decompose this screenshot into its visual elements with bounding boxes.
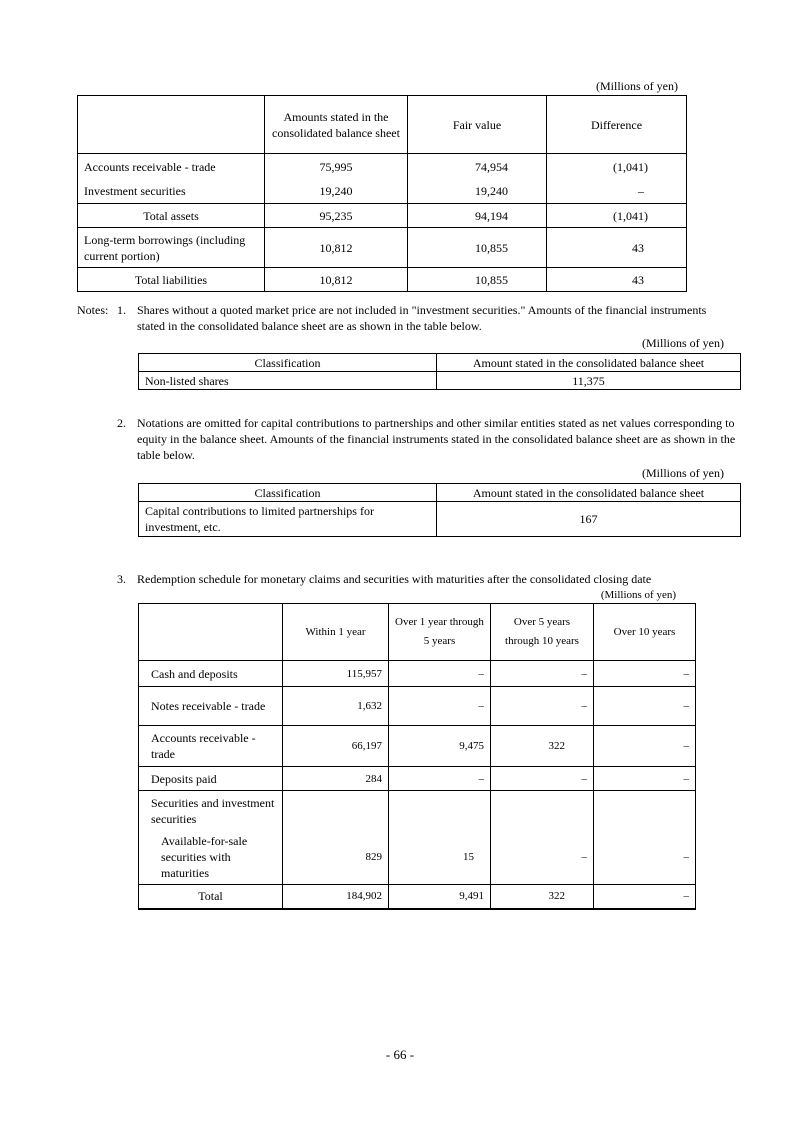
note2-number: 2. <box>117 416 126 430</box>
note2-header-amount: Amount stated in the consolidated balance sheet <box>437 484 741 502</box>
row-fair: 10,855 <box>408 228 547 268</box>
table-row <box>139 502 741 537</box>
table-row <box>139 372 741 390</box>
table-row <box>78 180 687 204</box>
row-value: – <box>594 831 696 885</box>
row-diff: 43 <box>547 268 687 292</box>
row-label: Deposits paid <box>139 767 283 791</box>
row-value: 115,957 <box>283 661 389 687</box>
row-label: Securities and investment securities <box>139 791 283 831</box>
note1-row-value: 11,375 <box>437 372 741 390</box>
row-value: – <box>594 885 696 909</box>
note2-text: Notations are omitted for capital contributions to partnerships and other similar entities stated as net values corresponding to equity in the balance sheet. Amounts of the financial instruments stated in the consolidated balance sheet are as shown in the table below. <box>137 416 736 462</box>
row-value: – <box>389 661 491 687</box>
table-header-row <box>139 604 696 661</box>
header-blank <box>139 604 283 661</box>
redemption-schedule-table <box>138 603 696 910</box>
fair-value-table <box>77 95 687 292</box>
row-value: 1,632 <box>283 687 389 726</box>
row-label: Total liabilities <box>78 268 265 292</box>
table-row <box>139 726 696 767</box>
table-row <box>139 767 696 791</box>
row-value <box>389 791 491 831</box>
row-value: – <box>594 661 696 687</box>
row-label: Total assets <box>78 204 265 228</box>
row-value <box>491 791 594 831</box>
row-value: – <box>491 687 594 726</box>
row-label: Cash and deposits <box>139 661 283 687</box>
unit-label: (Millions of yen) <box>596 79 678 93</box>
notes-prefix: Notes: <box>77 303 109 317</box>
table-row <box>78 204 687 228</box>
row-label: Notes receivable - trade <box>139 687 283 726</box>
row-fair: 74,954 <box>408 154 547 180</box>
note3-number: 3. <box>117 572 126 586</box>
note1-header-amount: Amount stated in the consolidated balance sheet <box>437 354 741 372</box>
row-value <box>283 791 389 831</box>
row-fair: 94,194 <box>408 204 547 228</box>
page-number: - 66 - <box>385 1047 415 1062</box>
table-row <box>139 831 696 885</box>
note1-text: Shares without a quoted market price are not included in "investment securities." Amounts of the financial instruments stated in the consolidated balance sheet are as shown in the table below. <box>137 303 707 333</box>
row-amount: 75,995 <box>265 154 408 180</box>
note3-text: Redemption schedule for monetary claims and securities with maturities after the consolidated closing date <box>137 572 652 586</box>
row-value: 66,197 <box>283 726 389 767</box>
row-fair: 10,855 <box>408 268 547 292</box>
row-value: – <box>491 661 594 687</box>
row-value: 9,475 <box>389 726 491 767</box>
row-label: Total <box>139 885 283 909</box>
note1-header-classification: Classification <box>139 354 437 372</box>
table-row <box>78 154 687 180</box>
row-value: 15 <box>389 831 491 885</box>
row-value: 9,491 <box>389 885 491 909</box>
row-amount: 19,240 <box>265 180 408 204</box>
row-label: Long-term borrowings (including current portion) <box>78 228 265 268</box>
unit-label: (Millions of yen) <box>600 589 676 601</box>
header-amount: Amounts stated in the consolidated balance sheet <box>265 96 408 154</box>
header-within-1-year: Within 1 year <box>283 604 389 661</box>
note2-row-label: Capital contributions to limited partnerships for investment, etc. <box>139 502 437 537</box>
header-fair-value: Fair value <box>408 96 547 154</box>
note2-table <box>138 483 741 537</box>
header-5-to-10-years: Over 5 years through 10 years <box>491 604 594 661</box>
row-diff: – <box>547 180 687 204</box>
row-label: Available-for-sale securities with maturities <box>139 831 283 885</box>
row-value: – <box>594 687 696 726</box>
table-header-row <box>78 96 687 154</box>
row-label: Accounts receivable - trade <box>139 726 283 767</box>
row-label: Accounts receivable - trade <box>78 154 265 180</box>
row-diff: 43 <box>547 228 687 268</box>
row-diff: (1,041) <box>547 154 687 180</box>
note1-row-label: Non-listed shares <box>139 372 437 390</box>
row-value: – <box>491 767 594 791</box>
row-value: – <box>389 767 491 791</box>
row-value: 184,902 <box>283 885 389 909</box>
row-value: 284 <box>283 767 389 791</box>
table-row <box>78 268 687 292</box>
row-value: – <box>594 726 696 767</box>
header-difference: Difference <box>547 96 687 154</box>
row-amount: 10,812 <box>265 228 408 268</box>
note1-table <box>138 353 741 390</box>
row-amount: 95,235 <box>265 204 408 228</box>
row-value: – <box>594 767 696 791</box>
table-row <box>139 687 696 726</box>
row-value: 322 <box>491 885 594 909</box>
row-value: 829 <box>283 831 389 885</box>
table-total-row <box>139 885 696 909</box>
unit-label: (Millions of yen) <box>642 466 724 480</box>
row-value <box>594 791 696 831</box>
unit-label: (Millions of yen) <box>642 336 724 350</box>
row-label: Investment securities <box>78 180 265 204</box>
header-1-to-5-years: Over 1 year through 5 years <box>389 604 491 661</box>
note2-header-classification: Classification <box>139 484 437 502</box>
row-diff: (1,041) <box>547 204 687 228</box>
row-amount: 10,812 <box>265 268 408 292</box>
header-over-10-years: Over 10 years <box>594 604 696 661</box>
table-row <box>78 228 687 268</box>
row-value: 322 <box>491 726 594 767</box>
row-value: – <box>491 831 594 885</box>
table-row <box>139 661 696 687</box>
note2-row-value: 167 <box>437 502 741 537</box>
header-blank <box>78 96 265 154</box>
row-fair: 19,240 <box>408 180 547 204</box>
row-value: – <box>389 687 491 726</box>
table-row <box>139 791 696 831</box>
note1-number: 1. <box>117 303 126 317</box>
